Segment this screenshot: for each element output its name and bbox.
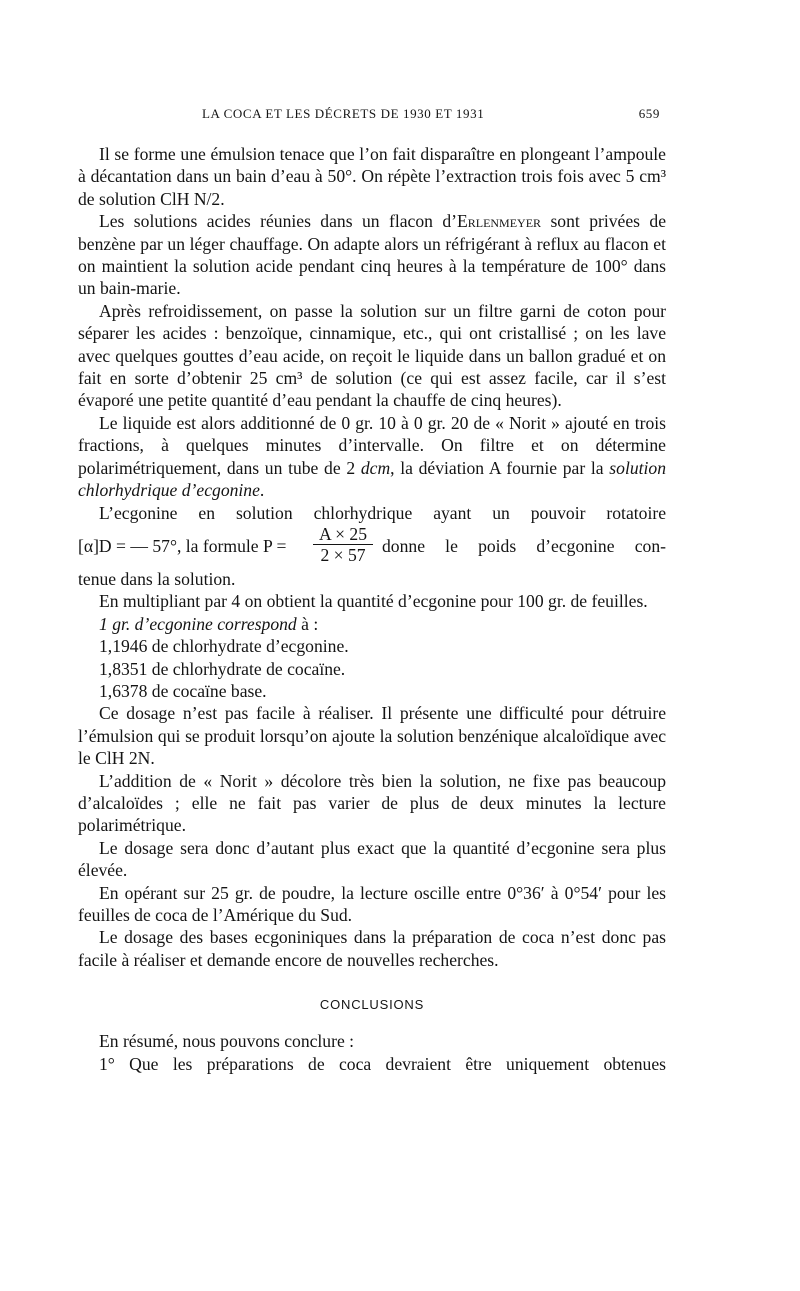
conclusion-item-1: 1° Que les préparations de coca devraient être uniquement obtenues xyxy=(99,1053,666,1074)
paragraph-ecgoninic-bases: Le dosage des bases ecgoniniques dans la préparation de coca n’est donc pas facile à réaliser et demande encore de nouvelles recherches. xyxy=(78,927,666,970)
paragraph-filtration: Après refroidissement, on passe la solution sur un filtre garni de coton pour séparer les acides : benzoïque, cinnamique, etc., qui ont cristallisé ; on les lave avec quelques gouttes d’eau acide, on reçoit le liquide dans un ballon gradué et on fait en sorte d’obtenir 25 cm³ de solution (ce qui est assez facile, car il s’est évaporé une petite quantité d’eau pendant la chauffe de cinq heures). xyxy=(78,300,666,411)
conclusions-intro: En résumé, nous pouvons conclure : xyxy=(99,1031,355,1052)
page-number: 659 xyxy=(638,106,660,121)
paragraph-rotatory-power: L’ecgonine en solution chlorhydrique ayant un pouvoir rotatoire xyxy=(99,502,666,523)
paragraph-difficulty: Ce dosage n’est pas facile à réaliser. Il présente une difficulté pour détruire l’émulsion qui se produit lorsqu’on ajoute la solution benzénique alcaloïdique avec le ClH 2N. xyxy=(78,703,666,769)
list-item: 1,6378 de cocaïne base. xyxy=(99,680,267,701)
running-head-title: LA COCA ET LES DÉCRETS DE 1930 ET 1931 xyxy=(202,106,485,121)
text-span: Les solutions acides réunies dans un flacon d’ xyxy=(99,211,457,232)
formula-fraction xyxy=(313,524,373,565)
unit-dcm: dcm xyxy=(360,457,391,478)
body-text xyxy=(78,143,666,1075)
formula-right: donne le poids d’ecgonine con- xyxy=(382,535,666,556)
author-name: Erlenmeyer xyxy=(456,211,542,232)
paragraph-precision: Le dosage sera donc d’autant plus exact que la quantité d’ecgonine sera plus élevée. xyxy=(78,837,666,881)
paragraph-emulsion: Il se forme une émulsion tenace que l’on fait disparaître en plongeant l’ampoule à décantation dans un bain d’eau à 50°. On répète l’extraction trois fois avec 5 cm³ de solution ClH N/2. xyxy=(78,144,666,209)
text-span: . xyxy=(259,480,265,501)
paragraph-correspondence xyxy=(78,613,666,635)
text-span: à : xyxy=(296,613,319,634)
section-heading-conclusions: CONCLUSIONS xyxy=(319,997,425,1013)
paragraph-norit-addition: L’addition de « Norit » décolore très bien la solution, ne fixe pas beaucoup d’alcaloïdes ; elle ne fait pas varier de plus de deux minutes la lecture polarimétrique. xyxy=(78,770,666,836)
paragraph-erlenmeyer xyxy=(78,210,666,300)
text-span: , la déviation A fournie par la xyxy=(390,457,610,478)
formula-denominator: 2 × 57 xyxy=(320,544,366,565)
list-item: 1,1946 de chlorhydrate d’ecgonine. xyxy=(99,636,349,657)
paragraph-multiply: En multipliant par 4 on obtient la quantité d’ecgonine pour 100 gr. de feuilles. xyxy=(99,591,648,612)
text-span: Le liquide est alors additionné de 0 gr. 10 à 0 gr. 20 de « Norit » ajouté en trois fractions, à quelques minutes d’intervalle. On filtre et on détermine polarimétriquement, dans un tube de 2 xyxy=(78,412,666,478)
paragraph-rotatory-end: tenue dans la solution. xyxy=(78,568,236,589)
italic-correspondence: 1 gr. d’ecgonine correspond xyxy=(99,613,297,634)
formula-left: [α]D = — 57°, la formule P = xyxy=(78,535,287,556)
formula-numerator: A × 25 xyxy=(313,524,373,545)
text-span: sont privées de benzène par un léger chauffage. On adapte alors un réfrigérant à reflux au flacon et on maintient la solution acide pendant cinq heures à la température de 100° dans un bain-marie. xyxy=(78,211,667,299)
list-item: 1,8351 de chlorhydrate de cocaïne. xyxy=(99,658,346,679)
formula xyxy=(78,524,666,568)
paragraph-norit xyxy=(78,412,666,502)
paragraph-reading: En opérant sur 25 gr. de poudre, la lecture oscille entre 0°36′ à 0°54′ pour les feuilles de coca de l’Amérique du Sud. xyxy=(78,882,666,925)
italic-solution-name: solution chlorhydrique d’ecgonine xyxy=(78,457,666,501)
